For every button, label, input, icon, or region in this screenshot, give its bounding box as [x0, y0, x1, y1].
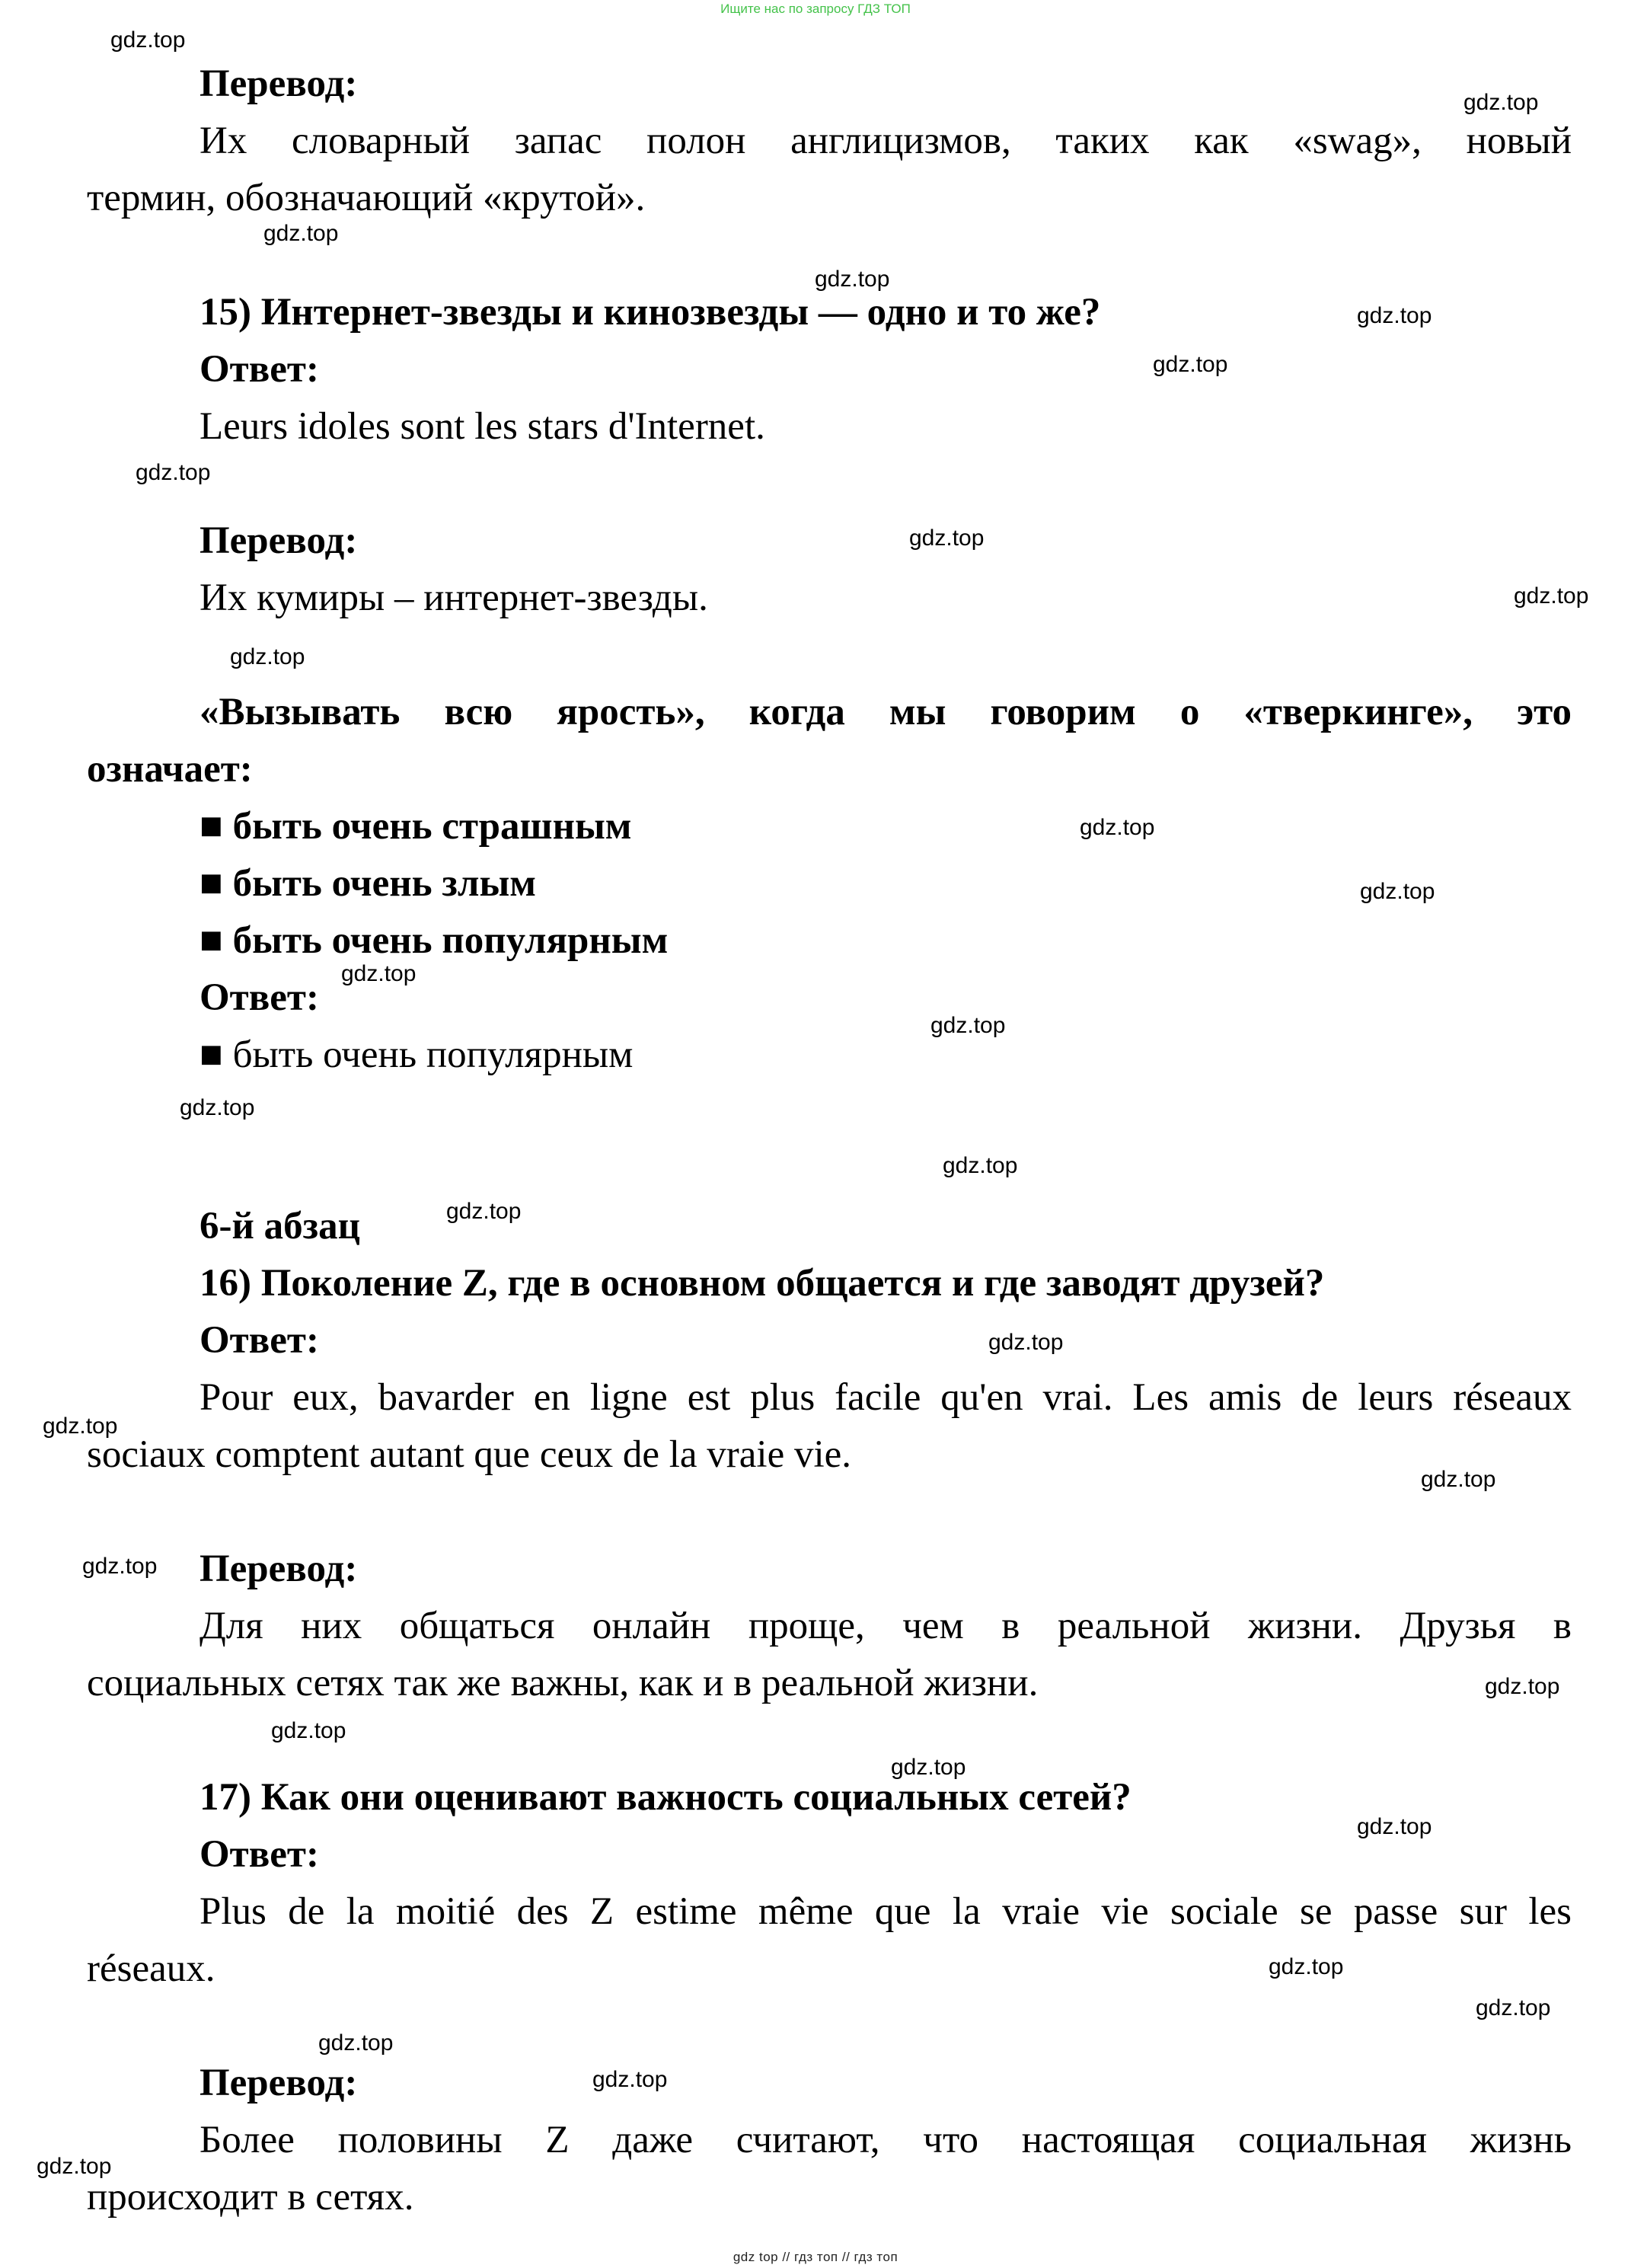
watermark: gdz.top — [815, 267, 890, 292]
watermark: gdz.top — [1514, 583, 1589, 609]
translation-text-line: Более половины Z даже считают, что настоящая социальная жизнь — [199, 2119, 1572, 2161]
watermark: gdz.top — [592, 2067, 668, 2092]
watermark: gdz.top — [988, 1330, 1064, 1355]
question-16: 16) Поколение Z, где в основном общается и где заводят друзей? — [199, 1262, 1325, 1305]
question-15: 15) Интернет-звезды и кинозвезды — одно и то же? — [199, 291, 1101, 334]
watermark: gdz.top — [110, 27, 186, 53]
translation-text: Их кумиры – интернет-звезды. — [199, 577, 708, 619]
watermark: gdz.top — [1357, 303, 1432, 328]
watermark: gdz.top — [1153, 352, 1228, 377]
bottom-footer: gdz top // гдз топ // гдз топ — [733, 2250, 898, 2264]
quiz-question-line: «Вызывать всю ярость», когда мы говорим о «тверкинге», это — [199, 691, 1572, 733]
watermark: gdz.top — [37, 2154, 112, 2179]
watermark: gdz.top — [1485, 1674, 1560, 1699]
translation-label: Перевод: — [199, 1548, 358, 1590]
bullet-square: ■ — [199, 805, 223, 848]
bullet-square: ■ — [199, 1033, 223, 1076]
watermark: gdz.top — [930, 1013, 1006, 1038]
translation-label: Перевод: — [199, 2062, 358, 2104]
quiz-question-line: означает: — [87, 748, 253, 791]
quiz-option-text: быть очень популярным — [232, 919, 669, 962]
quiz-answer-text: быть очень популярным — [232, 1033, 634, 1076]
watermark: gdz.top — [180, 1095, 255, 1120]
watermark: gdz.top — [1476, 1995, 1551, 2020]
answer-label: Ответ: — [199, 1319, 319, 1362]
answer-label: Ответ: — [199, 1833, 319, 1876]
quiz-option-text: быть очень злым — [232, 862, 536, 905]
answer-text-line: réseaux. — [87, 1947, 215, 1990]
watermark: gdz.top — [891, 1755, 966, 1780]
quiz-option — [199, 861, 536, 906]
translation-text-line: Для них общаться онлайн проще, чем в реальной жизни. Друзья в — [199, 1605, 1572, 1647]
answer-text-line: Pour eux, bavarder en ligne est plus facile qu'en vrai. Les amis de leurs réseaux — [199, 1376, 1572, 1419]
translation-label: Перевод: — [199, 519, 358, 562]
quiz-option — [199, 918, 668, 963]
watermark: gdz.top — [1463, 90, 1539, 115]
answer-label: Ответ: — [199, 976, 319, 1019]
quiz-option — [199, 803, 632, 849]
quiz-answer — [199, 1032, 633, 1078]
watermark: gdz.top — [446, 1199, 522, 1224]
watermark: gdz.top — [263, 221, 339, 246]
top-banner: Ищите нас по запросу ГДЗ ТОП — [720, 2, 911, 16]
paragraph-heading: 6-й абзац — [199, 1205, 360, 1247]
translation-text-line: Их словарный запас полон англицизмов, таких как «swag», новый — [199, 120, 1572, 162]
answer-text: Leurs idoles sont les stars d'Internet. — [199, 405, 765, 448]
watermark: gdz.top — [271, 1718, 346, 1743]
watermark: gdz.top — [1360, 879, 1435, 904]
watermark: gdz.top — [1421, 1467, 1496, 1492]
bullet-square: ■ — [199, 919, 223, 962]
watermark: gdz.top — [909, 525, 985, 551]
quiz-option-text: быть очень страшным — [232, 805, 632, 848]
watermark: gdz.top — [1080, 815, 1155, 840]
translation-label: Перевод: — [199, 62, 358, 105]
answer-text-line: sociaux comptent autant que ceux de la vraie vie. — [87, 1433, 852, 1476]
watermark: gdz.top — [82, 1554, 158, 1579]
watermark: gdz.top — [230, 644, 305, 669]
watermark: gdz.top — [341, 961, 417, 986]
watermark: gdz.top — [1357, 1814, 1432, 1839]
watermark: gdz.top — [1269, 1954, 1344, 1979]
question-17: 17) Как они оценивают важность социальных сетей? — [199, 1776, 1131, 1819]
translation-text-line: происходит в сетях. — [87, 2176, 414, 2218]
watermark: gdz.top — [318, 2030, 394, 2056]
bullet-square: ■ — [199, 862, 223, 905]
answer-label: Ответ: — [199, 348, 319, 391]
watermark: gdz.top — [43, 1414, 118, 1439]
answer-text-line: Plus de la moitié des Z estime même que la vraie vie sociale se passe sur les — [199, 1890, 1572, 1933]
watermark: gdz.top — [943, 1153, 1018, 1178]
translation-text-line: термин, обозначающий «крутой». — [87, 177, 646, 219]
translation-text-line: социальных сетях так же важны, как и в реальной жизни. — [87, 1662, 1039, 1704]
watermark: gdz.top — [136, 460, 211, 485]
